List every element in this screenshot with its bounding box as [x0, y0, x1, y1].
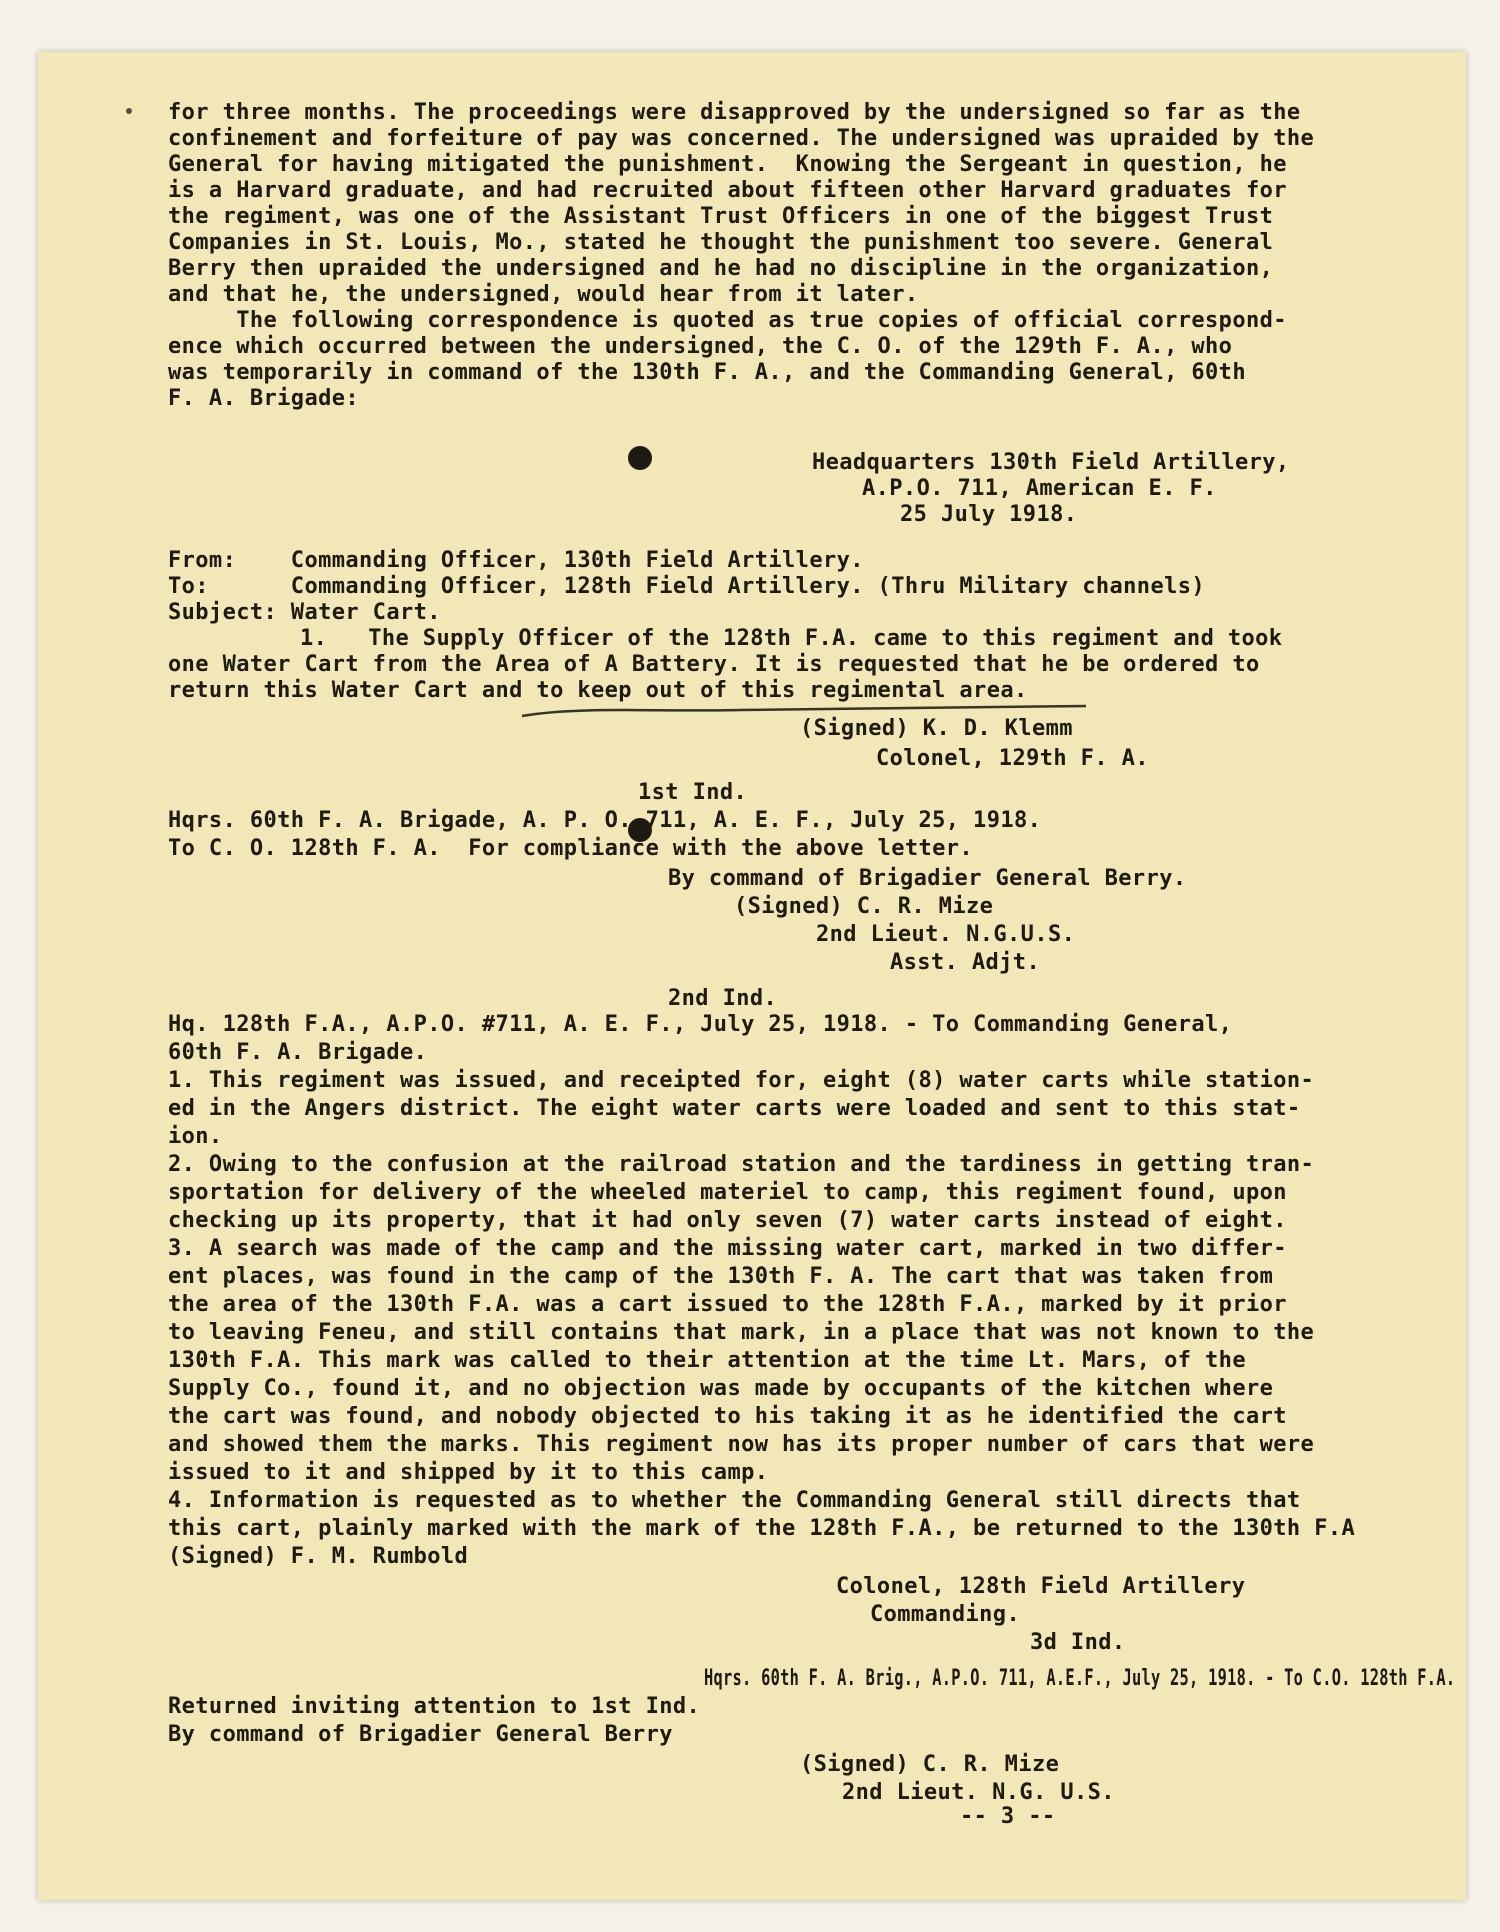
letter-heading: Headquarters 130th Field Artillery,: [812, 450, 1290, 475]
text-line: 130th F.A. This mark was called to their attention at the time Lt. Mars, of the: [168, 1348, 1246, 1373]
memo-to: To: Commanding Officer, 128th Field Artillery. (Thru Military channels): [168, 574, 1206, 599]
text-line: Hq. 128th F.A., A.P.O. #711, A. E. F., July 25, 1918. - To Commanding General,: [168, 1012, 1233, 1037]
text-line: for three months. The proceedings were disapproved by the undersigned so far as the: [168, 100, 1301, 125]
signature-line: (Signed) C. R. Mize: [800, 1752, 1060, 1777]
indorsement-heading: 1st Ind.: [638, 780, 748, 805]
text-line: the cart was found, and nobody objected to his taking it as he identified the cart: [168, 1404, 1287, 1429]
text-line: this cart, plainly marked with the mark of the 128th F.A., be returned to the 130th F.A: [168, 1516, 1356, 1541]
text-line: The following correspondence is quoted as true copies of official correspond-: [168, 308, 1287, 333]
text-line: ed in the Angers district. The eight water carts were loaded and sent to this stat-: [168, 1096, 1301, 1121]
punch-hole: [126, 108, 132, 114]
text-line: Returned inviting attention to 1st Ind.: [168, 1694, 701, 1719]
text-line: Companies in St. Louis, Mo., stated he thought the punishment too severe. General: [168, 230, 1274, 255]
text-line: Supply Co., found it, and no objection was made by occupants of the kitchen where: [168, 1376, 1274, 1401]
signature-title: Asst. Adjt.: [890, 950, 1041, 975]
text-line: General for having mitigated the punishment. Knowing the Sergeant in question, he: [168, 152, 1287, 177]
text-line: confinement and forfeiture of pay was concerned. The undersigned was upraided by the: [168, 126, 1315, 151]
signature-line: (Signed) K. D. Klemm: [800, 716, 1073, 741]
text-line: and showed them the marks. This regiment now has its proper number of cars that were: [168, 1432, 1315, 1457]
letter-date: 25 July 1918.: [900, 502, 1078, 527]
signature-title: -- 3 --: [960, 1804, 1056, 1829]
text-line: the area of the 130th F.A. was a cart issued to the 128th F.A., marked by it prior: [168, 1292, 1287, 1317]
text-line: to leaving Feneu, and still contains that mark, in a place that was not known to the: [168, 1320, 1315, 1345]
text-line: one Water Cart from the Area of A Battery. It is requested that he be ordered to: [168, 652, 1260, 677]
letter-heading: A.P.O. 711, American E. F.: [862, 476, 1217, 501]
text-line: is a Harvard graduate, and had recruited about fifteen other Harvard graduates for: [168, 178, 1287, 203]
text-line: the regiment, was one of the Assistant Trust Officers in one of the biggest Trust: [168, 204, 1274, 229]
signature-title: 2nd Lieut. N.G.U.S.: [816, 922, 1076, 947]
indorsement-heading: 2nd Ind.: [668, 986, 778, 1011]
signature-line: By command of Brigadier General Berry.: [668, 866, 1187, 891]
ink-blot: [628, 446, 652, 470]
text-line: issued to it and shipped by it to this camp.: [168, 1460, 769, 1485]
text-line: By command of Brigadier General Berry: [168, 1722, 673, 1747]
text-line: (Signed) F. M. Rumbold: [168, 1544, 469, 1569]
memo-subject: Subject: Water Cart.: [168, 600, 441, 625]
text-line: Hqrs. 60th F. A. Brigade, A. P. O. 711, A. E. F., July 25, 1918.: [168, 808, 1042, 833]
text-line: ent places, was found in the camp of the 130th F. A. The cart that was taken from: [168, 1264, 1274, 1289]
signature-line: 2nd Lieut. N.G. U.S.: [842, 1780, 1115, 1805]
text-line: 2. Owing to the confusion at the railroad station and the tardiness in getting tran-: [168, 1152, 1315, 1177]
memo-from: From: Commanding Officer, 130th Field Artillery.: [168, 548, 864, 573]
text-line: and that he, the undersigned, would hear from it later.: [168, 282, 919, 307]
text-line: sportation for delivery of the wheeled materiel to camp, this regiment found, upon: [168, 1180, 1287, 1205]
text-line: F. A. Brigade:: [168, 386, 360, 411]
indorsement-heading: Hqrs. 60th F. A. Brig., A.P.O. 711, A.E.F., July 25, 1918. - To C.O. 128th F.A.: [704, 1666, 1456, 1691]
text-line: was temporarily in command of the 130th F. A., and the Commanding General, 60th: [168, 360, 1246, 385]
text-line: 60th F. A. Brigade.: [168, 1040, 428, 1065]
signature-line: (Signed) C. R. Mize: [734, 894, 994, 919]
text-line: To C. O. 128th F. A. For compliance with the above letter.: [168, 836, 974, 861]
text-line: Berry then upraided the undersigned and he had no discipline in the organization,: [168, 256, 1274, 281]
signature-title: Colonel, 129th F. A.: [876, 746, 1149, 771]
text-line: 1. This regiment was issued, and receipted for, eight (8) water carts while station-: [168, 1068, 1315, 1093]
text-line: checking up its property, that it had only seven (7) water carts instead of eight.: [168, 1208, 1287, 1233]
text-line: 3. A search was made of the camp and the missing water cart, marked in two differ-: [168, 1236, 1287, 1261]
signature-title: Commanding.: [870, 1602, 1021, 1627]
text-line: return this Water Cart and to keep out of this regimental area.: [168, 678, 1028, 703]
signature-line: Colonel, 128th Field Artillery: [836, 1574, 1246, 1599]
signature-title: 3d Ind.: [1030, 1630, 1126, 1655]
text-line: 4. Information is requested as to whether the Commanding General still directs that: [168, 1488, 1301, 1513]
text-line: ence which occurred between the undersigned, the C. O. of the 129th F. A., who: [168, 334, 1233, 359]
text-line: 1. The Supply Officer of the 128th F.A. came to this regiment and took: [300, 626, 1283, 651]
text-line: ion.: [168, 1124, 223, 1149]
